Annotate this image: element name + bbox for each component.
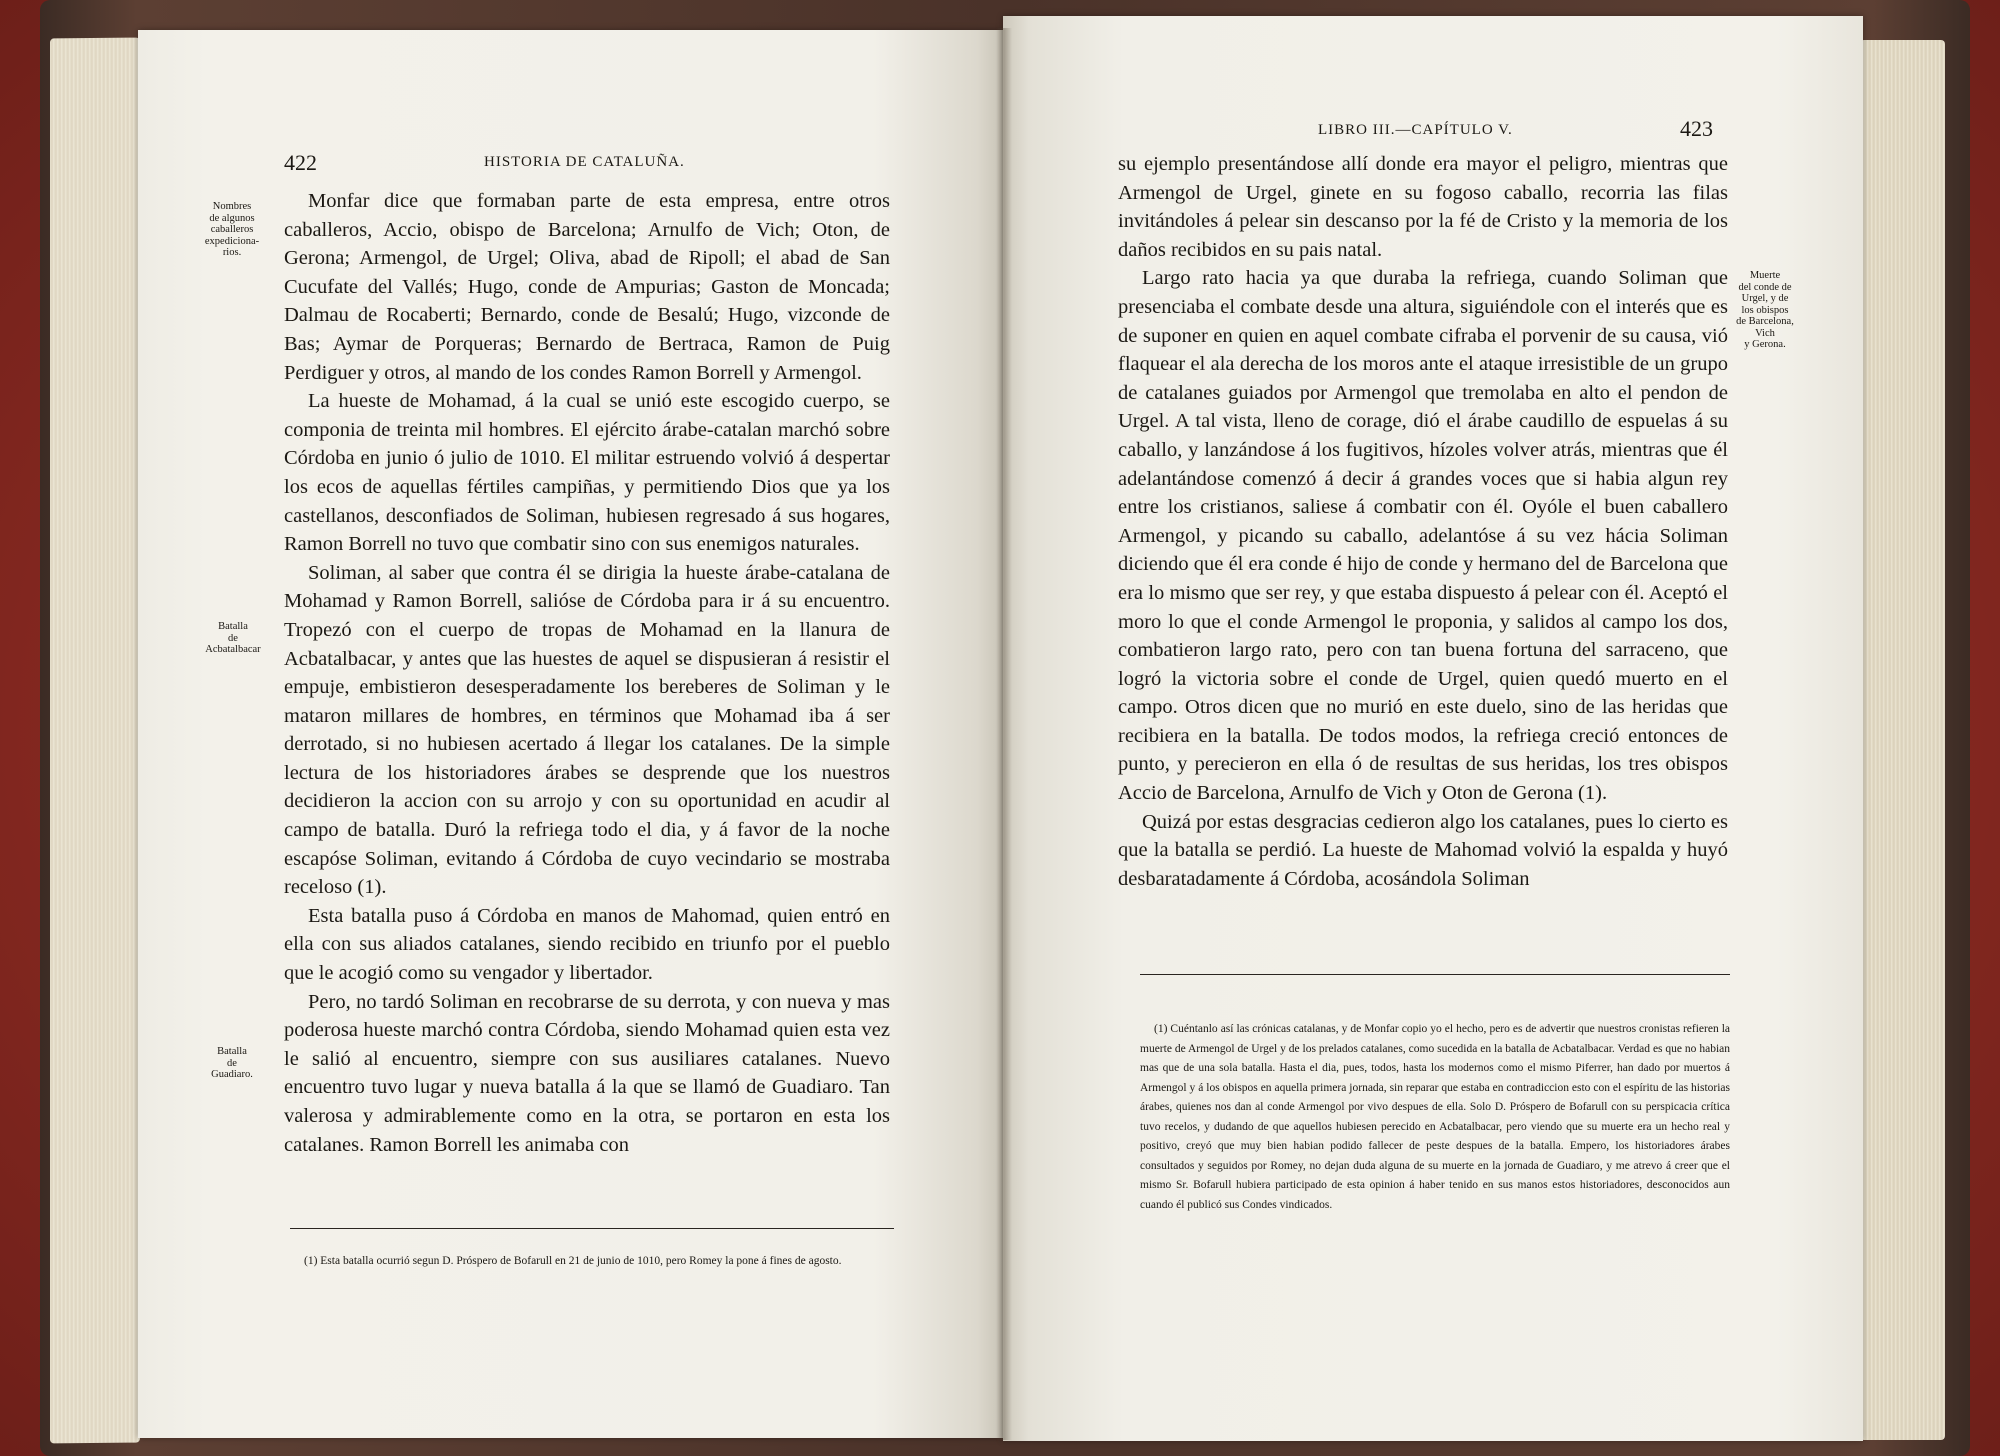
- right-body-text: [1118, 150, 1728, 893]
- left-running-head-title: HISTORIA DE CATALUÑA.: [484, 154, 685, 170]
- book-gutter: [996, 28, 1012, 1440]
- paragraph: La hueste de Mohamad, á la cual se unió este escogido cuerpo, se componia de treinta mil hombres. El ejército árabe-catalan marchó sobre Córdoba en junio ó julio de 1010. El militar estruendo volvió á despertar los ecos de aquellas fértiles campiñas, y permitiendo Dios que ya los castellanos, desconfiados de Soliman, hubiesen regresado á sus hogares, Ramon Borrell no tuvo que combatir sino con sus enemigos naturales.: [284, 390, 890, 556]
- right-running-head: [1318, 122, 1513, 139]
- left-footnote: [290, 1252, 894, 1272]
- right-footnote: [1140, 1020, 1730, 1215]
- left-footnote-rule: [290, 1228, 894, 1229]
- left-running-head: [284, 150, 685, 176]
- marginal-note-nombres: Nombres de algunos caballeros expediciona- rios.: [204, 201, 260, 258]
- right-footnote-rule: [1140, 974, 1730, 975]
- paragraph: Monfar dice que formaban parte de esta empresa, entre otros caballeros, Accio, obispo de Barcelona; Arnulfo de Vich; Oton, de Gerona; Armengol, de Urgel; Oliva, abad de Ripoll; el abad de San Cucufate del Vallés; Hugo, conde de Ampurias; Gaston de Moncada; Dalmau de Rocaberti; Bernardo, conde de Besalú; Hugo, vizconde de Bas; Aymar de Porqueras; Bernardo de Bertraca, Ramon de Puig Perdiguer y otros, al mando de los condes Ramon Borrell y Armengol.: [284, 190, 890, 384]
- paragraph: Pero, no tardó Soliman en recobrarse de su derrota, y con nueva y mas poderosa hueste marchó contra Córdoba, siendo Mohamad quien esta vez le salió al encuentro, siempre con sus ausiliares catalanes. Nuevo encuentro tuvo lugar y nueva batalla á la que se llamó de Guadiaro. Tan valerosa y admirablemente como en la otra, se portaron en esta los catalanes. Ramon Borrell les animaba con: [284, 990, 890, 1156]
- paragraph: Soliman, al saber que contra él se dirigia la hueste árabe-catalana de Mohamad y Ramon Borrell, saliósе de Córdoba para ir á su encuentro. Tropezó con el cuerpo de tropas de Mohamad en la llanura de Acbatalbacar, y antes que las huestes de aquel se dispusieran á resistir el empuje, embistieron desesperadamente los bereberes de Soliman y le mataron millares de hombres, en términos que Mohamad iba á ser derrotado, si no hubiesen acertado á llegar los catalanes. De la simple lectura de los historiadores árabes se desprende que los nuestros decidieron la accion con su arrojo y con su oportunidad en acudir al campo de batalla. Duró la refriega todo el dia, y á favor de la noche escapóse Soliman, evitando á Córdoba de cuyo vecindario se mostraba receloso (1).: [284, 561, 890, 899]
- right-running-head-title: LIBRO III.—CAPÍTULO V.: [1318, 122, 1513, 138]
- paragraph: Quizá por estas desgracias cedieron algo los catalanes, pues lo cierto es que la batalla se perdió. La hueste de Mahomad volvió la espalda y huyó desbaratadamente á Córdoba, acosándola Soliman: [1118, 810, 1728, 890]
- right-page-number: 423: [1680, 116, 1713, 141]
- left-page-number: 422: [284, 150, 317, 175]
- left-page-block-edge: [50, 38, 140, 1444]
- paragraph: su ejemplo presentándose allí donde era mayor el peligro, mientras que Armengol de Urgel, ginete en su fogoso caballo, recorria las filas invitándoles á pelear sin descanso por la fé de Cristo y la memoria de los daños recibidos en su pais natal.: [1118, 153, 1728, 261]
- right-page-block-edge: [1860, 40, 1945, 1440]
- footnote-text: (1) Esta batalla ocurrió segun D. Próspero de Bofarull en 21 de junio de 1010, pero Romey la pone á fines de agosto.: [304, 1255, 842, 1267]
- marginal-note-muerte-conde: Muerte del conde de Urgel, y de los obispos de Barcelona, Vich y Gerona.: [1736, 270, 1794, 350]
- paragraph: Largo rato hacia ya que duraba la refriega, cuando Soliman que presenciaba el combate desde una altura, siguiéndole con el interés que es de suponer en quien en aquel combate cifraba el porvenir de su causa, vió flaquear el ala derecha de los moros ante el ataque irresistible de un grupo de catalanes guiados por Armengol que tremolaba en alto el pendon de Urgel. A tal vista, lleno de corage, dió el árabe caudillo de espuelas á su caballo, y lanzándose á los fugitivos, hízoles volver atrás, mientras que él adelantándose comenzó á decir á grandes voces que si habia algun rey entre los cristianos, saliese á combatir con él. Oyóle el buen caballero Armengol, y picando su caballo, adelantóse á su vez hácia Soliman diciendo que él era conde é hijo de conde y hermano del de Barcelona que era lo mismo que ser rey, y que estaba dispuesto á pelear con él. Aceptó el moro lo que el conde Armengol le proponia, y salidos al campo los dos, combatieron largo rato, pero con tan buena fortuna del sarraceno, que logró la victoria sobre el conde de Urgel, quien quedó muerto en el campo. Otros dicen que no murió en este duelo, sino de las heridas que recibiera en la batalla. De todos modos, la refriega creció entonces de punto, y perecieron en ella ó de resultas de sus heridas, los tres obispos Accio de Barcelona, Arnulfo de Vich y Oton de Gerona (1).: [1118, 267, 1728, 805]
- footnote-text: (1) Cuéntanlo así las crónicas catalanas, y de Monfar copio yo el hecho, pero es de advertir que nuestros cronistas refieren la muerte de Armengol de Urgel y de los prelados catalanes, como sucedida en la batalla de Acbatalbacar. Verdad es que no habian mas que de una sola batalla. Hasta el dia, pues, todos, hasta los modernos como el mismo Piferrer, han dado por muertos á Armengol y á los obispos en aquella primera jornada, sin reparar que estaba en contradiccion esto con el espíritu de las historias árabes, quienes nos dan al conde Armengol por vivo despues de ella. Solo D. Próspero de Bofarull con su perspicacia crítica tuvo recelos, y dudando de que aquellos hubiesen perecido en Acbatalbacar, pero viendo que su muerte era un hecho real y positivo, creyó que muy bien habian podido fallecer de peste despues de la batalla. Empero, los historiadores árabes consultados y seguidos por Romey, no dejan duda alguna de su muerte en la jornada de Guadiaro, y me atrevo á creer que el mismo Sr. Bofarull hubiera participado de esta opinion á haber tenido en sus manos estos historiadores, desconocidos aun cuando él publicó sus Condes vindicados.: [1140, 1023, 1730, 1211]
- paragraph: Esta batalla puso á Córdoba en manos de Mahomad, quien entró en ella con sus aliados catalanes, siendo recibido en triunfo por el pueblo que le acogió como su vengador y libertador.: [284, 904, 890, 985]
- marginal-note-batalla-acbatalbacar: Batalla de Acbatalbacar: [205, 621, 261, 655]
- left-body-text: [284, 187, 890, 1159]
- marginal-note-batalla-guadiaro: Batalla de Guadiaro.: [211, 1046, 253, 1080]
